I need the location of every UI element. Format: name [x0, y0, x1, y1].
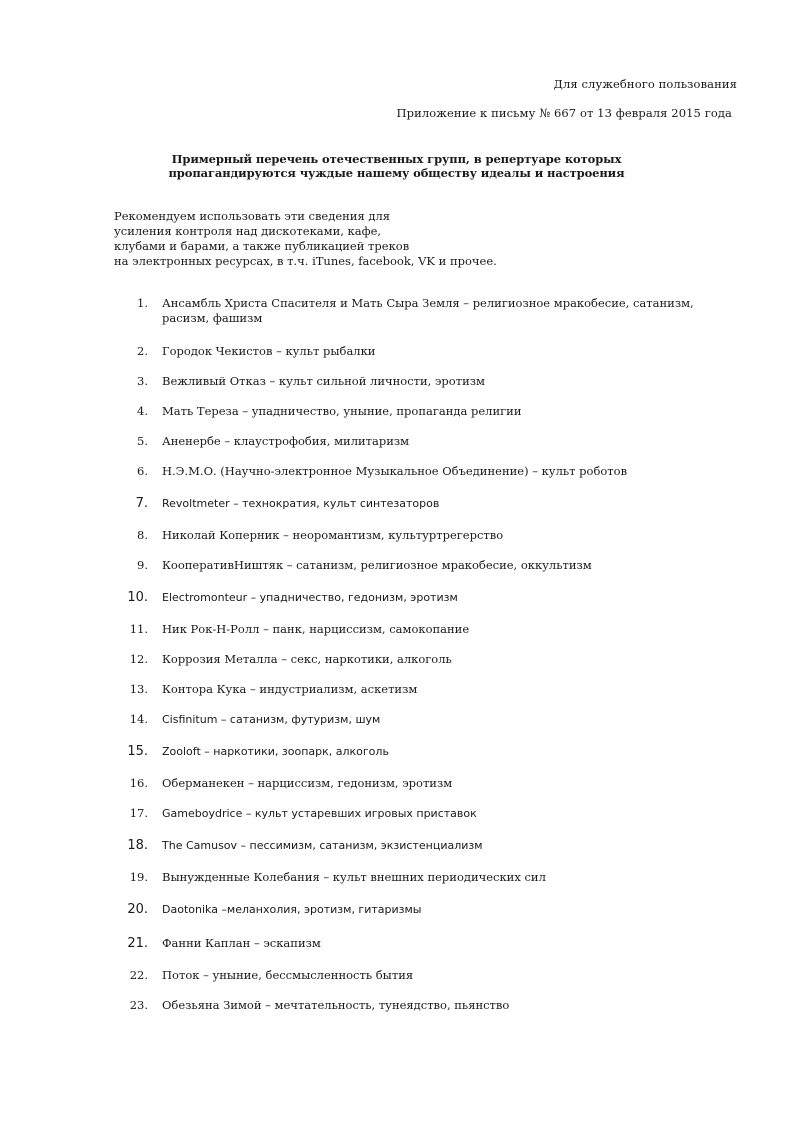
attachment-reference: Приложение к письму № 667 от 13 февраля 2015 года	[396, 106, 732, 120]
list-item-number: 7.	[135, 496, 148, 511]
list-item-text: Коррозия Металла – секс, наркотики, алкоголь	[162, 652, 452, 666]
intro-line-3: клубами и барами, а также публикацией треков	[114, 239, 410, 253]
list-item-number: 19.	[129, 870, 148, 884]
list-item-text: Аненербе – клаустрофобия, милитаризм	[162, 434, 410, 448]
list-item-text: Electromonteur – упадничество, гедонизм, эротизм	[162, 591, 458, 604]
list-item	[0, 936, 707, 951]
list-item-text: Ник Рок-Н-Ролл – панк, нарциссизм, самокопание	[162, 622, 470, 636]
title-line-2: пропагандируются чуждые нашему обществу идеалы и настроения	[168, 166, 625, 180]
list-item	[0, 496, 707, 511]
intro-line-4: на электронных ресурсах, в т.ч. iTunes, facebook, VK и прочее.	[114, 254, 497, 268]
list-item-number: 15.	[127, 744, 148, 759]
list-item-text: The Camusov – пессимизм, сатанизм, экзистенциализм	[162, 839, 483, 852]
list-item-number: 4.	[137, 404, 148, 418]
list-item-number: 17.	[129, 806, 148, 820]
list-item-text: Вежливый Отказ – культ сильной личности, эротизм	[162, 374, 485, 388]
list-item-number: 20.	[127, 902, 148, 917]
list-item	[0, 404, 707, 419]
intro-line-1: Рекомендуем использовать эти сведения для	[114, 209, 390, 223]
restricted-notice: Для служебного пользования	[553, 77, 737, 91]
list-item-text: Ансамбль Христа Спасителя и Мать Сыра Земля – религиозное мракобесие, сатанизм, расизм, фашизм	[162, 296, 694, 325]
list-item	[0, 296, 707, 326]
list-item-number: 18.	[127, 838, 148, 853]
list-item	[0, 776, 707, 791]
intro-paragraph	[114, 209, 534, 269]
list-item-number: 10.	[127, 590, 148, 605]
list-item-number: 13.	[129, 682, 148, 696]
list-item-number: 1.	[137, 296, 148, 310]
list-item-number: 5.	[137, 434, 148, 448]
list-item-number: 23.	[129, 998, 148, 1012]
list-item-text: Zooloft – наркотики, зоопарк, алкоголь	[162, 745, 389, 758]
list-item-text: Контора Кука – индустриализм, аскетизм	[162, 682, 418, 696]
list-item-number: 2.	[137, 344, 148, 358]
list-item	[0, 652, 707, 667]
list-item	[0, 870, 707, 885]
list-item-text: Мать Тереза – упадничество, уныние, пропаганда религии	[162, 404, 522, 418]
list-item-number: 22.	[129, 968, 148, 982]
list-item-number: 11.	[129, 622, 148, 636]
list-item	[0, 998, 707, 1013]
list-item	[0, 590, 707, 605]
list-item-number: 14.	[129, 712, 148, 726]
list-item	[0, 838, 707, 853]
list-item	[0, 434, 707, 449]
intro-line-2: усиления контроля над дискотеками, кафе,	[114, 224, 382, 238]
list-item-number: 21.	[127, 936, 148, 951]
list-item	[0, 558, 707, 573]
list-item-number: 9.	[137, 558, 148, 572]
list-item-text: Городок Чекистов – культ рыбалки	[162, 344, 376, 358]
list-item-text: КооперативНиштяк – сатанизм, религиозное мракобесие, оккультизм	[162, 558, 592, 572]
list-item	[0, 968, 707, 983]
list-item-text: Cisfinitum – сатанизм, футуризм, шум	[162, 713, 381, 726]
list-item-text: Daotonika –меланхолия, эротизм, гитаризмы	[162, 903, 422, 916]
list-item-number: 6.	[137, 464, 148, 478]
list-item	[0, 374, 707, 389]
list-item-number: 16.	[129, 776, 148, 790]
list-item-text: Оберманекен – нарциссизм, гедонизм, эротизм	[162, 776, 453, 790]
list-item	[0, 744, 707, 759]
list-item-text: Фанни Каплан – эскапизм	[162, 936, 321, 950]
document-title	[0, 152, 793, 180]
list-item	[0, 902, 707, 917]
list-item-text: Н.Э.М.О. (Научно-электронное Музыкальное Объединение) – культ роботов	[162, 464, 628, 478]
list-item-number: 12.	[129, 652, 148, 666]
list-item	[0, 682, 707, 697]
list-item	[0, 712, 707, 727]
list-item-text: Вынужденные Колебания – культ внешних периодических сил	[162, 870, 546, 884]
list-item-text: Николай Коперник – неоромантизм, культуртрегерство	[162, 528, 504, 542]
list-item-text: Revoltmeter – технократия, культ синтезаторов	[162, 497, 440, 510]
list-item	[0, 806, 707, 821]
list-item	[0, 528, 707, 543]
title-line-1: Примерный перечень отечественных групп, в репертуаре которых	[171, 152, 622, 166]
list-item	[0, 622, 707, 637]
list-item-number: 8.	[137, 528, 148, 542]
list-item	[0, 344, 707, 359]
list-item-text: Обезьяна Зимой – мечтательность, тунеядство, пьянство	[162, 998, 510, 1012]
list-item-number: 3.	[137, 374, 148, 388]
list-item-text: Gameboydrice – культ устаревших игровых приставок	[162, 807, 477, 820]
list-item	[0, 464, 707, 479]
list-item-text: Поток – уныние, бессмысленность бытия	[162, 968, 414, 982]
